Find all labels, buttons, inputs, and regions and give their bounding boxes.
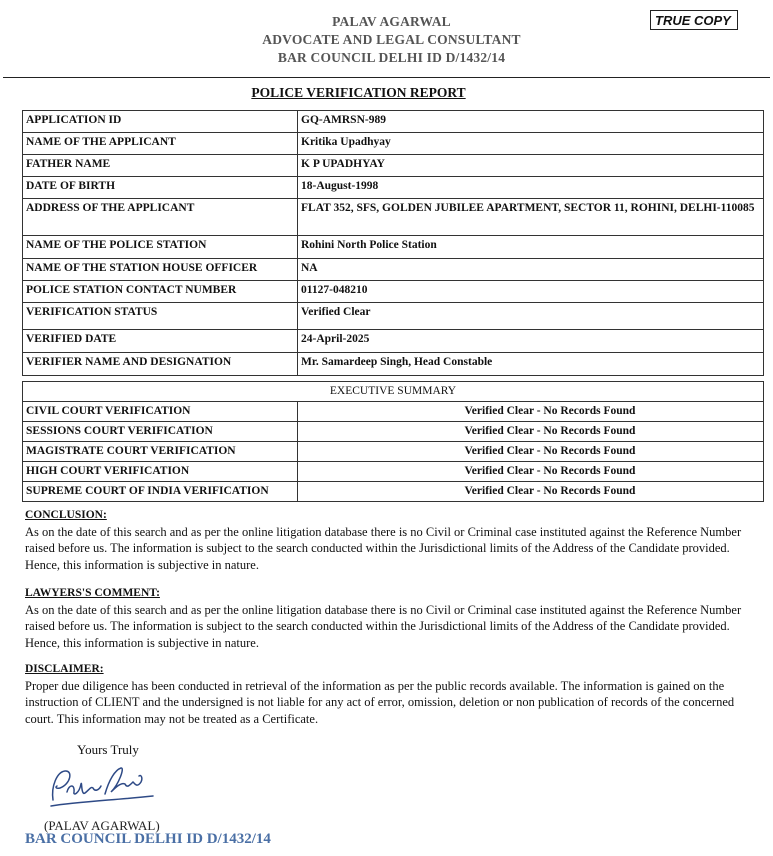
summary-value: Verified Clear - No Records Found xyxy=(298,422,764,442)
signature-stroke xyxy=(53,771,70,800)
table-row xyxy=(23,177,764,199)
table-row xyxy=(23,155,764,177)
disclaimer-text: Proper due diligence has been conducted in retrieval of the information as per the public records available. The information is gained on the instruction of CLIENT and the undersigned is not liable for any act of error, omission, deletion or non publication of records of the concerned court. This information may not be treated as a Certificate. xyxy=(25,678,735,726)
summary-label: SESSIONS COURT VERIFICATION xyxy=(23,422,298,442)
disclaimer-section xyxy=(25,661,757,727)
table-row xyxy=(23,330,764,353)
detail-value: 01127-048210 xyxy=(298,281,764,303)
detail-value: Verified Clear xyxy=(298,303,764,330)
summary-value: Verified Clear - No Records Found xyxy=(298,482,764,502)
detail-value: FLAT 352, SFS, GOLDEN JUBILEE APARTMENT, SECTOR 11, ROHINI, DELHI-110085 xyxy=(298,199,764,236)
conclusion-heading: CONCLUSION: xyxy=(25,509,107,521)
conclusion-section xyxy=(25,507,757,573)
table-row xyxy=(23,259,764,281)
table-row xyxy=(23,303,764,330)
lawyers-comment-section xyxy=(25,585,757,651)
table-row xyxy=(23,353,764,376)
table-row xyxy=(23,442,764,462)
signatory-name: (PALAV AGARWAL) xyxy=(44,818,160,833)
detail-label: APPLICATION ID xyxy=(23,111,298,133)
detail-value: NA xyxy=(298,259,764,281)
detail-label: NAME OF THE STATION HOUSE OFFICER xyxy=(23,259,298,281)
executive-summary-table xyxy=(22,381,764,502)
header-divider xyxy=(3,77,770,78)
detail-label: DATE OF BIRTH xyxy=(23,177,298,199)
table-row xyxy=(23,462,764,482)
table-row xyxy=(23,402,764,422)
detail-value: 18-August-1998 xyxy=(298,177,764,199)
details-table xyxy=(22,110,764,376)
summary-label: HIGH COURT VERIFICATION xyxy=(23,462,298,482)
detail-label: FATHER NAME xyxy=(23,155,298,177)
summary-value: Verified Clear - No Records Found xyxy=(298,442,764,462)
footer-bar-council-id: BAR COUNCIL DELHI ID D/1432/14 xyxy=(25,831,271,847)
detail-value: Mr. Samardeep Singh, Head Constable xyxy=(298,353,764,376)
detail-label: VERIFIER NAME AND DESIGNATION xyxy=(23,353,298,376)
conclusion-text: As on the date of this search and as per the online litigation database there is no Civil or Criminal case instituted against the Reference Number raised before us. The information is subject to the search conducted within the Jurisdictional limits of the Address of the Candidate provided. Hence, this information is subjective in nature. xyxy=(25,524,742,572)
table-row xyxy=(23,422,764,442)
summary-heading: EXECUTIVE SUMMARY xyxy=(23,382,764,402)
detail-value: GQ-AMRSN-989 xyxy=(298,111,764,133)
detail-label: POLICE STATION CONTACT NUMBER xyxy=(23,281,298,303)
summary-value: Verified Clear - No Records Found xyxy=(298,402,764,422)
detail-value: K P UPADHYAY xyxy=(298,155,764,177)
summary-label: MAGISTRATE COURT VERIFICATION xyxy=(23,442,298,462)
signature-stroke xyxy=(51,796,153,806)
summary-label: SUPREME COURT OF INDIA VERIFICATION xyxy=(23,482,298,502)
table-row xyxy=(23,382,764,402)
disclaimer-heading: DISCLAIMER: xyxy=(25,663,104,675)
signature-image xyxy=(45,762,160,814)
detail-value: Rohini North Police Station xyxy=(298,236,764,259)
advocate-name: PALAV AGARWAL xyxy=(332,14,451,29)
lawyers-comment-text: As on the date of this search and as per the online litigation database there is no Civil or Criminal case instituted against the Reference Number raised before us. The information is subject to the search conducted within the Jurisdictional limits of the Address of the Candidate provided. Hence, this information is subjective in nature. xyxy=(25,602,742,650)
table-row xyxy=(23,133,764,155)
signature-stroke xyxy=(67,783,101,794)
table-row xyxy=(23,199,764,236)
signature-stroke xyxy=(105,768,142,794)
report-title: POLICE VERIFICATION REPORT xyxy=(251,85,466,100)
table-row xyxy=(23,482,764,502)
true-copy-stamp: TRUE COPY xyxy=(650,10,738,30)
table-row xyxy=(23,111,764,133)
table-row xyxy=(23,281,764,303)
bar-council-id: BAR COUNCIL DELHI ID D/1432/14 xyxy=(277,50,506,65)
detail-label: ADDRESS OF THE APPLICANT xyxy=(23,199,298,236)
detail-label: VERIFICATION STATUS xyxy=(23,303,298,330)
detail-value: 24-April-2025 xyxy=(298,330,764,353)
advocate-title: ADVOCATE AND LEGAL CONSULTANT xyxy=(262,32,521,47)
summary-label: CIVIL COURT VERIFICATION xyxy=(23,402,298,422)
yours-truly: Yours Truly xyxy=(77,742,139,757)
table-row xyxy=(23,236,764,259)
lawyers-comment-heading: LAWYERS'S COMMENT: xyxy=(25,587,160,599)
detail-label: NAME OF THE APPLICANT xyxy=(23,133,298,155)
detail-label: NAME OF THE POLICE STATION xyxy=(23,236,298,259)
detail-label: VERIFIED DATE xyxy=(23,330,298,353)
summary-value: Verified Clear - No Records Found xyxy=(298,462,764,482)
detail-value: Kritika Upadhyay xyxy=(298,133,764,155)
